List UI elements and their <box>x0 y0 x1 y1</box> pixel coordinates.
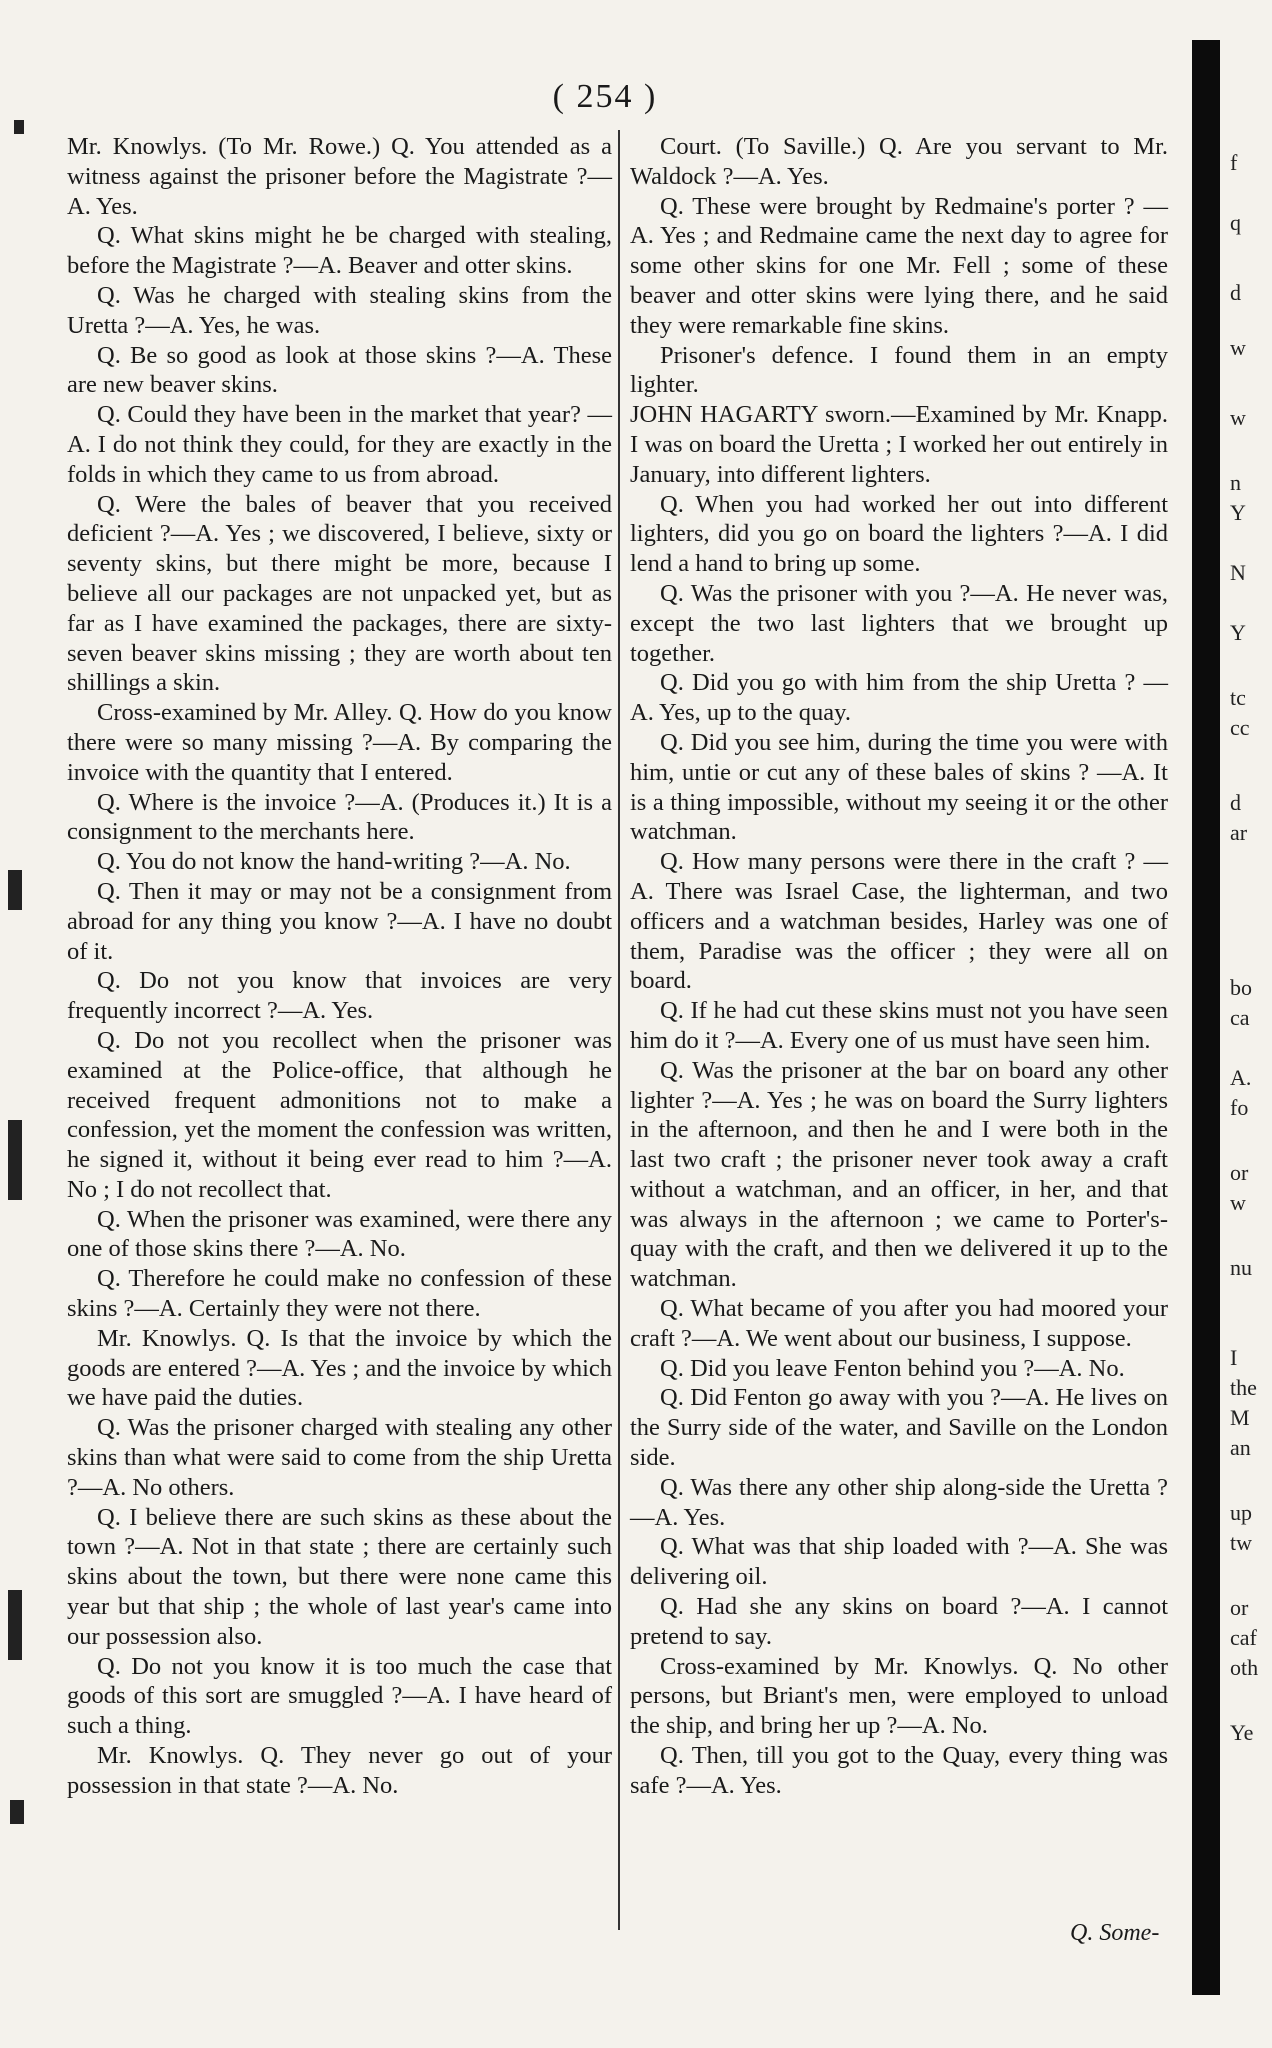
bleed-text: I <box>1230 1345 1238 1370</box>
paragraph: Q. Was there any other ship along-side the Uretta ?—A. Yes. <box>630 1473 1168 1531</box>
scan-mark <box>8 870 22 910</box>
bleed-text: or <box>1230 1160 1249 1185</box>
bleed-text: tw <box>1230 1530 1252 1555</box>
paragraph: Q. Could they have been in the market that year? —A. I do not think they could, for they are exactly in the folds in which they came to us from abroad. <box>67 401 612 488</box>
bleed-text: Y <box>1230 620 1246 645</box>
bleed-text: up <box>1230 1500 1252 1525</box>
paragraph: Q. How many persons were there in the craft ? —A. There was Israel Case, the lighterman, and two officers and a watchman besides, Harley was one of them, Paradise was the officer ; they were all on board. <box>630 848 1168 995</box>
page-gutter-shadow <box>1192 40 1220 1995</box>
scan-mark <box>10 1800 24 1824</box>
catchword: Q. Some- <box>1070 1920 1160 1946</box>
paragraph: Q. Then, till you got to the Quay, every thing was safe ?—A. Yes. <box>630 1742 1168 1799</box>
bleed-text: ca <box>1230 1005 1250 1030</box>
paragraph: Q. When the prisoner was examined, were there any one of those skins there ?—A. No. <box>67 1205 612 1263</box>
bleed-text: d <box>1230 790 1241 815</box>
paragraph: Q. Did Fenton go away with you ?—A. He lives on the Surry side of the water, and Saville on the London side. <box>630 1384 1168 1472</box>
bleed-text: N <box>1230 560 1246 585</box>
bleed-text: bo <box>1230 975 1252 1000</box>
bleed-text: or <box>1230 1595 1249 1620</box>
paragraph: Q. What was that ship loaded with ?—A. She was delivering oil. <box>630 1533 1168 1591</box>
column-divider <box>618 130 620 1930</box>
paragraph: Q. These were brought by Redmaine's porter ? —A. Yes ; and Redmaine came the next day to agree for some other skins for one Mr. Fell ; some of these beaver and otter skins were lying there, and he said they were remarkable fine skins. <box>630 192 1168 339</box>
paragraph: Q. Do not you recollect when the prisoner was examined at the Police-office, that although he received frequent admonitions not to make a confession, yet the moment the confession was written, he signed it, without it being ever read to him ?—A. No ; I do not recollect that. <box>67 1026 612 1203</box>
bleed-text: w <box>1230 405 1246 430</box>
paragraph: Prisoner's defence. I found them in an empty lighter. <box>630 341 1168 399</box>
bleed-text: an <box>1230 1435 1251 1460</box>
bleed-text: w <box>1230 1190 1246 1215</box>
paragraph: Q. Did you see him, during the time you were with him, untie or cut any of these bales of skins ? —A. It is a thing impossible, without my seeing it or the other watchman. <box>630 728 1168 846</box>
left-column <box>67 132 612 1801</box>
paragraph: Q. Was the prisoner charged with stealing any other skins than what were said to come from the ship Uretta ?—A. No others. <box>67 1414 612 1501</box>
bleed-text: nu <box>1230 1255 1252 1280</box>
paragraph: Q. I believe there are such skins as these about the town ?—A. Not in that state ; there are certainly such skins about the town, but there were none came this year but that ship ; the whole of last year's came into our possession also. <box>67 1503 612 1650</box>
bleed-text: fo <box>1230 1095 1249 1120</box>
paragraph: Court. (To Saville.) Q. Are you servant to Mr. Waldock ?—A. Yes. <box>630 133 1168 190</box>
bleed-text: the <box>1230 1375 1257 1400</box>
paragraph: Q. Where is the invoice ?—A. (Produces it.) It is a consignment to the merchants here. <box>67 788 612 846</box>
scan-mark <box>8 1120 22 1200</box>
bleed-text: Y <box>1230 500 1246 525</box>
right-column <box>630 132 1168 1801</box>
bleed-text: cc <box>1230 715 1250 740</box>
paragraph: Mr. Knowlys. Q. Is that the invoice by which the goods are entered ?—A. Yes ; and the invoice by which we have paid the duties. <box>67 1324 612 1412</box>
bleed-text: tc <box>1230 685 1246 710</box>
paragraph: Q. Do not you know that invoices are very frequently incorrect ?—A. Yes. <box>67 967 612 1025</box>
paragraph: Q. Do not you know it is too much the case that goods of this sort are smuggled ?—A. I have heard of such a thing. <box>67 1652 612 1740</box>
bleed-text: w <box>1230 335 1246 360</box>
paragraph: Mr. Knowlys. (To Mr. Rowe.) Q. You attended as a witness against the prisoner before the Magistrate ?—A. Yes. <box>67 133 612 220</box>
bleed-text: A. <box>1230 1065 1252 1090</box>
paragraph: Q. Then it may or may not be a consignment from abroad for any thing you know ?—A. I have no doubt of it. <box>67 877 612 965</box>
paragraph: Q. Were the bales of beaver that you received deficient ?—A. Yes ; we discovered, I believe, sixty or seventy skins, but there might be more, because I believe all our packages are not unpacked yet, but as far as I have examined the packages, there are sixty-seven beaver skins missing ; they are worth about ten shillings a skin. <box>67 490 612 697</box>
bleed-text: M <box>1230 1405 1250 1430</box>
paragraph: Q. Was the prisoner with you ?—A. He never was, except the two last lighters that we brought up together. <box>630 579 1168 667</box>
bleed-text: Ye <box>1230 1720 1254 1745</box>
bleed-text: d <box>1230 280 1241 305</box>
bleed-text: f <box>1230 150 1238 175</box>
bleed-text: oth <box>1230 1655 1259 1680</box>
paragraph: Q. When you had worked her out into different lighters, did you go on board the lighters ?—A. I did lend a hand to bring up some. <box>630 490 1168 578</box>
paragraph: Q. Had she any skins on board ?—A. I cannot pretend to say. <box>630 1593 1168 1650</box>
scan-mark <box>14 120 24 134</box>
page-number: ( 254 ) <box>552 78 658 115</box>
paragraph: Q. What skins might he be charged with stealing, before the Magistrate ?—A. Beaver and otter skins. <box>67 222 612 280</box>
paragraph: Cross-examined by Mr. Knowlys. Q. No other persons, but Briant's men, were employed to unload the ship, and bring her up ?—A. No. <box>630 1652 1168 1740</box>
paragraph: Q. Did you leave Fenton behind you ?—A. No. <box>660 1354 1125 1382</box>
paragraph: Q. Therefore he could make no confession of these skins ?—A. Certainly they were not there. <box>67 1265 612 1323</box>
bleed-text: n <box>1230 470 1241 495</box>
paragraph: Q. Be so good as look at those skins ?—A. These are new beaver skins. <box>67 341 612 399</box>
paragraph: Q. If he had cut these skins must not you have seen him do it ?—A. Every one of us must have seen him. <box>630 997 1168 1054</box>
bleed-text: ar <box>1230 820 1248 845</box>
paragraph: Q. Was the prisoner at the bar on board any other lighter ?—A. Yes ; he was on board the Surry lighters in the afternoon, and then he and I were both in the last two craft ; the prisoner never took away a craft without a watchman, and an officer, in her, and that was always in the afternoon ; we came to Porter's-quay with the craft, and then we delivered it up to the watchman. <box>630 1056 1168 1293</box>
paragraph: Cross-examined by Mr. Alley. Q. How do you know there were so many missing ?—A. By comparing the invoice with the quantity that I entered. <box>67 699 612 786</box>
paragraph: Q. Did you go with him from the ship Uretta ? —A. Yes, up to the quay. <box>630 669 1168 727</box>
paragraph: JOHN HAGARTY sworn.—Examined by Mr. Knapp. I was on board the Uretta ; I worked her out entirely in January, into different lighters. <box>630 401 1168 488</box>
scan-mark <box>8 1590 22 1660</box>
bleed-text: q <box>1230 210 1241 235</box>
bleed-text: caf <box>1230 1625 1257 1650</box>
paragraph: Mr. Knowlys. Q. They never go out of your possession in that state ?—A. No. <box>67 1742 612 1799</box>
paragraph: Q. Was he charged with stealing skins from the Uretta ?—A. Yes, he was. <box>67 281 612 339</box>
paragraph: Q. What became of you after you had moored your craft ?—A. We went about our business, I suppose. <box>630 1295 1168 1352</box>
paragraph: Q. You do not know the hand-writing ?—A. No. <box>97 848 571 876</box>
